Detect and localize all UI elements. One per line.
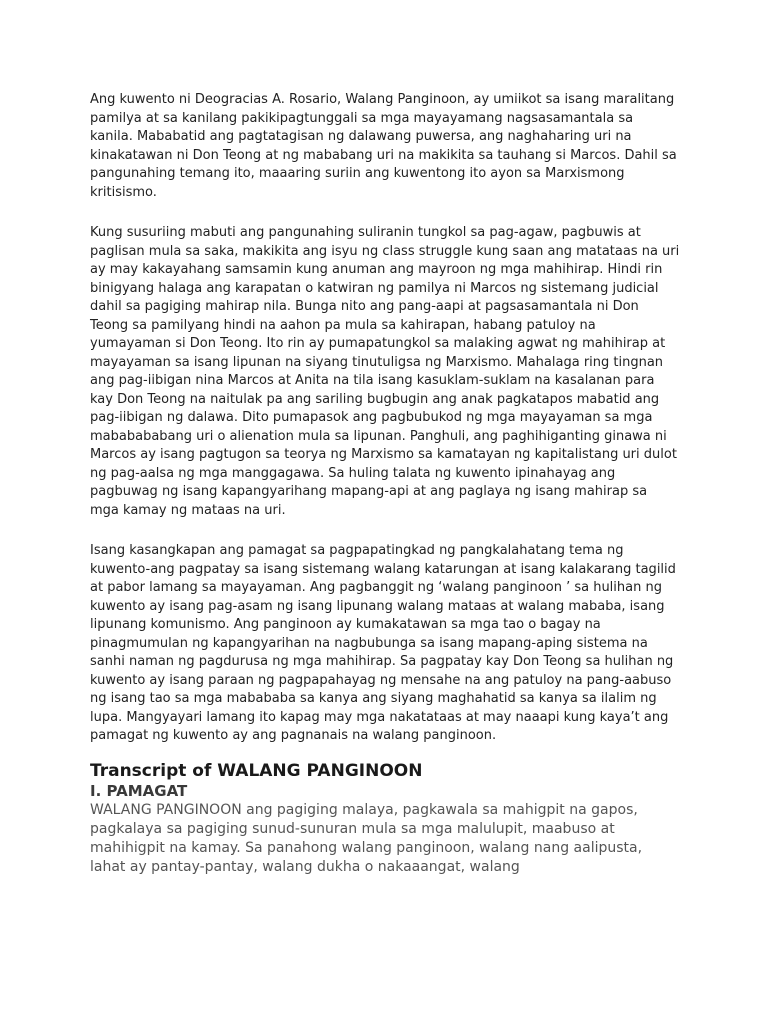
section-heading: I. PAMAGAT xyxy=(90,781,188,800)
transcript-title: Transcript of WALANG PANGINOON xyxy=(90,760,423,781)
document-page xyxy=(90,91,680,877)
paragraph-intro: Ang kuwento ni Deogracias A. Rosario, Walang Panginoon, ay umiikot sa isang maralitang pamilya at sa kanilang pakikipagtunggali sa mga mayayamang nagsasamantala sa kanila. Mababatid ang pagtatagisan ng dalawang puwersa, ang naghaharing uri na kinakatawan ni Don Teong at ng mababang uri na makikita sa tauhang si Marcos. Dahil sa pangunahing temang ito, maaaring suriin ang kuwentong ito ayon sa Marxismong kritisismo. xyxy=(90,92,677,200)
paragraph-analysis: Kung susuriing mabuti ang pangunahing suliranin tungkol sa pag-agaw, pagbuwis at paglisan mula sa saka, makikita ang isyu ng class struggle kung saan ang matataas na uri ay may kakayahang samsamin kung anuman ang mayroon ng mga mahihirap. Hindi rin binigyang halaga ang karapatan o katwiran ng pamilya ni Marcos ng sistemang judicial dahil sa pagiging mahirap nila. Bunga nito ang pang-aapi at pagsasamantala ni Don Teong sa pamilyang hindi na aahon pa mula sa kahirapan, habang patuloy na yumayaman si Don Teong. Ito rin ay pumapatungkol sa malaking agwat ng mahihirap at mayayaman sa isang lipunan na siyang tinutuligsa ng Marxismo. Mahalaga ring tingnan ang pag-iibigan nina Marcos at Anita na tila isang kasuklam-suklam na kasalanan para kay Don Teong na naitulak pa ang sariling bugbugin ang anak pagkatapos mabatid ang pag-iibigan ng dalawa. Dito pumapasok ang pagbubukod ng mga mayayaman sa mga mababababang uri o alienation mula sa lipunan. Panghuli, ang paghihiganting ginawa ni Marcos ay isang pagtugon sa teorya ng Marxismo sa kamatayan ng kapitalistang uri dulot ng pag-aalsa ng mga manggagawa. Sa huling talata ng kuwento ipinahayag ang pagbuwag ng isang kapangyarihang mapang-api at ang paglaya ng isang mahirap sa mga kamay ng mataas na uri. xyxy=(90,225,680,518)
paragraph-title-significance: Isang kasangkapan ang pamagat sa pagpapatingkad ng pangkalahatang tema ng kuwento-ang pagpatay sa isang sistemang walang katarungan at isang kalakarang tagilid at pabor lamang sa mayayaman. Ang pagbanggit ng ‘walang panginoon ’ sa hulihan ng kuwento ay isang pag-asam ng isang lipunang walang mataas at walang mababa, isang lipunang komunismo. Ang panginoon ay kumakatawan sa mga tao o bagay na pinagmumulan ng kapangyarihan na nagbubunga sa isang mapang-aping sistema na sanhi naman ng pagdurusa ng mga mahihirap. Sa pagpatay kay Don Teong sa hulihan ng kuwento ay isang paraan ng pagpapahayag ng mensahe na ang patuloy na pang-aabuso ng isang tao sa mga mabababa sa kanya ang siyang maghahatid sa kanya sa ilalim ng lupa. Mangyayari lamang ito kapag may mga nakatataas at may naaapi kung kaya’t ang pamagat ng kuwento ay ang pagnanais na walang panginoon. xyxy=(90,543,676,743)
transcript-excerpt: WALANG PANGINOON ang pagiging malaya, pagkawala sa mahigpit na gapos, pagkalaya sa pagiging sunud-sunuran mula sa mga malulupit, maabuso at mahihigpit na kamay. Sa panahong walang panginoon, walang nang aalipusta, lahat ay pantay-pantay, walang dukha o nakaaangat, walang xyxy=(90,801,643,875)
